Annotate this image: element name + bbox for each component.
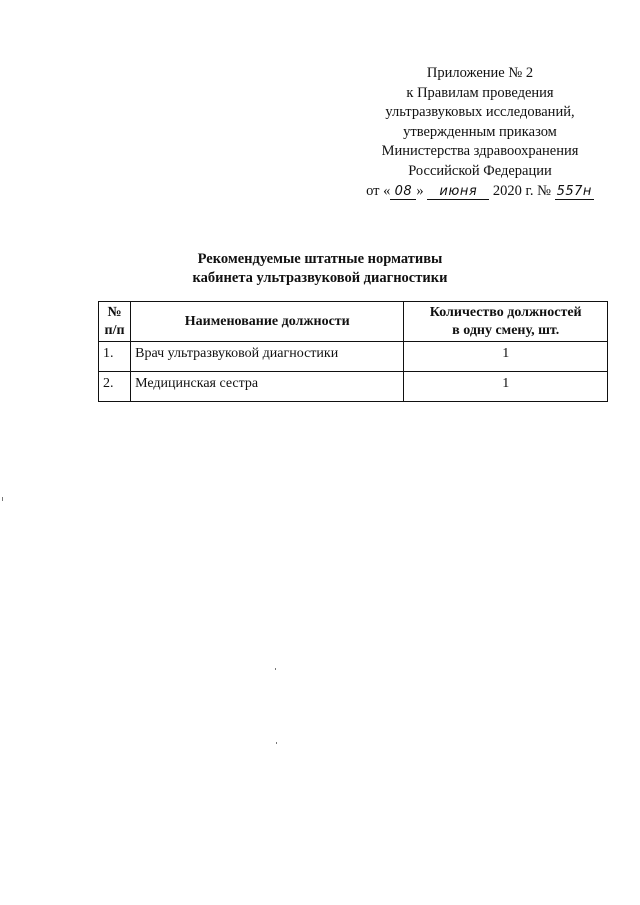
scan-speck [2, 497, 3, 501]
scan-speck [276, 742, 277, 744]
header-quantity-line-1: Количество должностей [429, 304, 582, 320]
approval-line-5: Министерства здравоохранения [381, 143, 579, 160]
approval-line-4: утвержденным приказом [403, 123, 557, 140]
date-prefix: от « [366, 182, 391, 199]
row-position-name: Медицинская сестра [131, 372, 404, 402]
header-quantity [404, 302, 608, 342]
header-number-line-2: п/п [104, 322, 125, 338]
table-header-row [99, 302, 608, 342]
handwritten-day: 08 [390, 185, 416, 200]
header-position-name: Наименование должности [131, 302, 404, 342]
order-year: 2020 г. № [492, 182, 551, 199]
table-row [99, 372, 608, 402]
row-number: 2. [99, 372, 131, 402]
header-number [99, 302, 131, 342]
approval-block [360, 64, 600, 201]
header-number-line-1: № [107, 304, 122, 320]
date-quote-close: » [416, 182, 424, 199]
table-row [99, 342, 608, 372]
handwritten-month: июня [427, 185, 489, 200]
header-quantity-line-2: в одну смену, шт. [452, 322, 560, 338]
appendix-number: Приложение № 2 [426, 65, 534, 81]
document-title [140, 250, 500, 288]
row-quantity: 1 [404, 372, 608, 402]
handwritten-order-number: 557н [556, 183, 592, 199]
staff-norms-table [98, 301, 608, 402]
scan-speck [275, 668, 276, 670]
title-line-1: Рекомендуемые штатные нормативы [197, 251, 443, 267]
approval-line-6: Российской Федерации [408, 162, 552, 179]
row-position-name: Врач ультразвуковой диагностики [131, 342, 404, 372]
row-number: 1. [99, 342, 131, 372]
row-quantity: 1 [404, 342, 608, 372]
approval-line-2: к Правилам проведения [406, 84, 554, 101]
approval-line-3: ультразвуковых исследований, [385, 104, 575, 121]
order-date-line [360, 182, 600, 202]
title-line-2: кабинета ультразвуковой диагностики [192, 270, 448, 286]
